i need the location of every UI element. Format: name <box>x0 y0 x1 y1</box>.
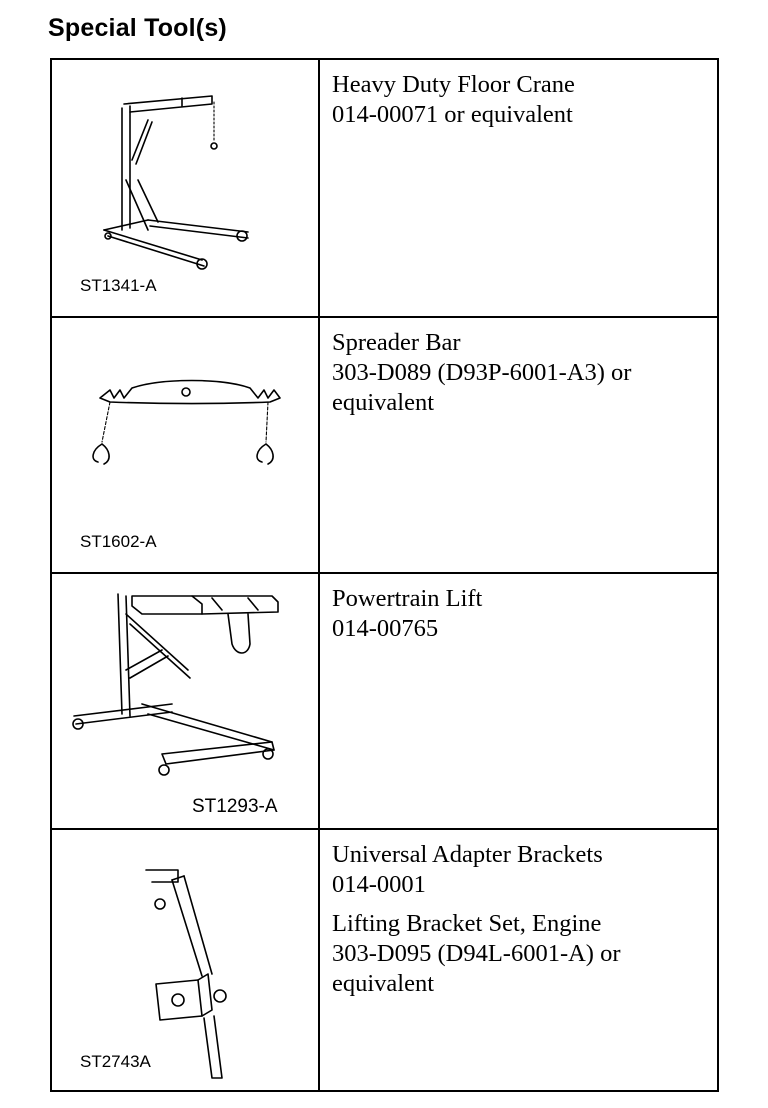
tool-illustration-cell <box>52 318 320 572</box>
tool-number: equivalent <box>332 389 435 416</box>
tool-code: ST1602-A <box>80 532 157 551</box>
tool-description <box>332 584 709 644</box>
tool-description <box>332 70 709 130</box>
tool-description <box>332 328 709 418</box>
tool-description <box>332 840 709 999</box>
tool-illustration-cell <box>52 60 320 316</box>
tool-number: 303-D089 (D93P-6001-A3) or <box>332 359 632 386</box>
tool-code: ST2743A <box>80 1052 151 1071</box>
page-title: Special Tool(s) <box>48 14 227 42</box>
table-row <box>52 318 717 574</box>
powertrain-lift-icon <box>52 574 318 828</box>
tool-number: equivalent <box>332 970 435 997</box>
tool-illustration-cell <box>52 830 320 1092</box>
tool-name: Heavy Duty Floor Crane <box>332 71 575 98</box>
tool-name: Spreader Bar <box>332 329 461 356</box>
special-tools-table <box>50 58 719 1092</box>
tool-name: Powertrain Lift <box>332 585 483 612</box>
tool-code: ST1341-A <box>80 276 157 295</box>
table-row <box>52 830 717 1092</box>
tool-number: 014-0001 <box>332 871 426 898</box>
table-row <box>52 60 717 318</box>
adapter-bracket-icon <box>52 830 318 1090</box>
tool-illustration-cell <box>52 574 320 828</box>
tool-name: Lifting Bracket Set, Engine <box>332 910 602 937</box>
tool-name: Universal Adapter Brackets <box>332 841 603 868</box>
tool-code: ST1293-A <box>192 796 278 817</box>
tool-number: 014-00765 <box>332 615 439 642</box>
table-row <box>52 574 717 830</box>
tool-number: 014-00071 or equivalent <box>332 101 573 128</box>
tool-number: 303-D095 (D94L-6001-A) or <box>332 940 621 967</box>
